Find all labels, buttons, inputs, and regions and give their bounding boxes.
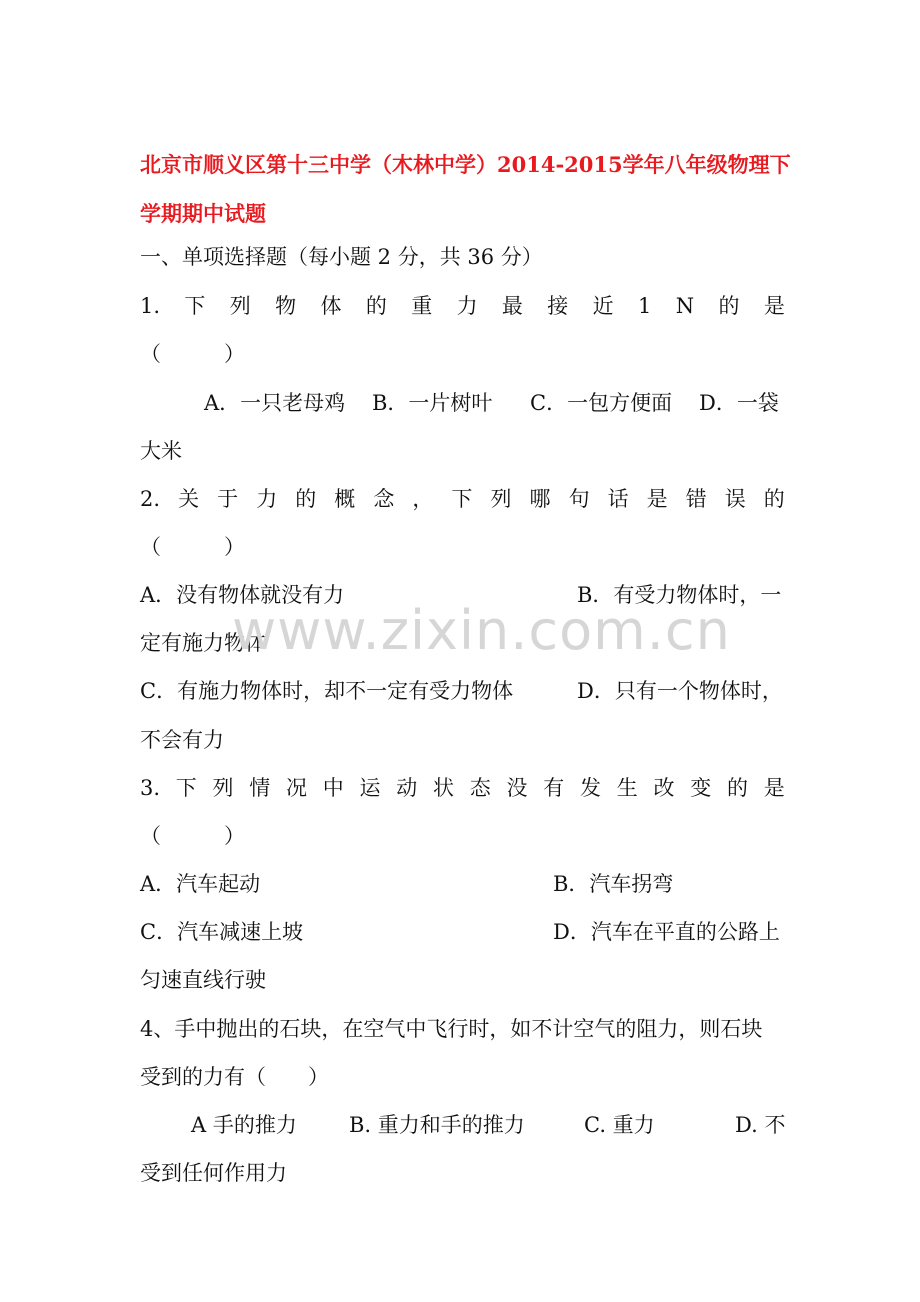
question-3-bracket: （ ）	[140, 824, 245, 848]
stem-char: 是	[763, 776, 785, 800]
question-2-stem	[140, 489, 785, 510]
question-2-option-c: C．有施力物体时，却不一定有受力物体	[140, 679, 514, 703]
exam-title-line1: 北京市顺义区第十三中学（木林中学）2014-2015学年八年级物理下	[140, 152, 791, 177]
question-2-option-d: D．只有一个物体时，	[577, 679, 783, 703]
stem-char: 1.	[140, 294, 161, 318]
stem-char: 最	[501, 294, 523, 318]
stem-char: 1	[638, 294, 652, 318]
question-4-option-d-wrap: 受到任何作用力	[140, 1161, 287, 1185]
stem-char: 态	[469, 776, 491, 800]
question-1-option-a: A．一只老母鸡	[204, 391, 346, 415]
stem-char: 况	[286, 776, 308, 800]
stem-char: 错	[685, 487, 707, 511]
question-1-option-d-wrap: 大米	[140, 439, 182, 463]
stem-char: 话	[607, 487, 629, 511]
stem-char: 的	[718, 294, 740, 318]
stem-char: 的	[763, 487, 785, 511]
stem-char: 列	[212, 776, 234, 800]
stem-char: 2.	[140, 487, 161, 511]
question-2-option-b: B．有受力物体时，一	[577, 583, 782, 607]
question-4-stem-line1: 4、手中抛出的石块，在空气中飞行时，如不计空气的阻力，则石块	[140, 1017, 763, 1041]
stem-char: 力	[256, 487, 278, 511]
stem-char: 状	[433, 776, 455, 800]
stem-char: 列	[229, 294, 251, 318]
stem-char: 运	[359, 776, 381, 800]
question-2-option-d-wrap: 不会有力	[140, 728, 224, 752]
question-1-option-b: B．一片树叶	[372, 391, 493, 415]
stem-char: 3.	[140, 776, 161, 800]
stem-char: 的	[365, 294, 387, 318]
stem-char: 误	[724, 487, 746, 511]
question-1-bracket: （ ）	[140, 342, 245, 366]
stem-char: 没	[506, 776, 528, 800]
question-4-option-a: A 手的推力	[191, 1113, 297, 1137]
stem-char: 概	[334, 487, 356, 511]
stem-char: 改	[653, 776, 675, 800]
stem-char: 列	[490, 487, 512, 511]
question-3-option-c: C．汽车减速上坡	[140, 920, 304, 944]
stem-char: N	[675, 294, 695, 318]
question-2-option-b-wrap: 定有施力物体	[140, 631, 266, 655]
question-1-option-d: D．一袋	[699, 391, 779, 415]
question-4-option-b: B. 重力和手的推力	[349, 1113, 525, 1137]
question-2-option-a: A．没有物体就没有力	[140, 583, 345, 607]
question-2-bracket: （ ）	[140, 535, 245, 559]
stem-char: 下	[184, 294, 206, 318]
stem-char: 哪	[529, 487, 551, 511]
stem-char: 关	[178, 487, 200, 511]
stem-char: 情	[249, 776, 271, 800]
question-1-stem	[140, 296, 785, 317]
stem-char: ，	[412, 487, 434, 511]
stem-char: 体	[320, 294, 342, 318]
stem-char: 下	[175, 776, 197, 800]
stem-char: 生	[616, 776, 638, 800]
section-heading: 一、单项选择题（每小题 2 分，共 36 分）	[140, 245, 543, 269]
exam-title-line2: 学期期中试题	[140, 201, 266, 226]
question-3-stem	[140, 778, 785, 799]
question-4-stem-line2: 受到的力有（ ）	[140, 1065, 329, 1089]
question-4-option-c: C. 重力	[584, 1113, 655, 1137]
stem-char: 动	[396, 776, 418, 800]
question-3-option-d: D．汽车在平直的公路上	[553, 920, 780, 944]
question-3-option-a: A．汽车起动	[140, 872, 261, 896]
question-4-option-d: D. 不	[735, 1113, 786, 1137]
stem-char: 是	[763, 294, 785, 318]
stem-char: 中	[322, 776, 344, 800]
question-3-option-d-wrap: 匀速直线行驶	[140, 968, 266, 992]
stem-char: 发	[580, 776, 602, 800]
stem-char: 的	[727, 776, 749, 800]
stem-char: 近	[592, 294, 614, 318]
question-3-option-b: B．汽车拐弯	[553, 872, 674, 896]
stem-char: 于	[217, 487, 239, 511]
stem-char: 的	[295, 487, 317, 511]
stem-char: 念	[373, 487, 395, 511]
stem-char: 有	[543, 776, 565, 800]
watermark-text: www.zixin.com.cn	[232, 599, 731, 662]
stem-char: 接	[547, 294, 569, 318]
stem-char: 力	[456, 294, 478, 318]
stem-char: 句	[568, 487, 590, 511]
stem-char: 变	[690, 776, 712, 800]
stem-char: 物	[275, 294, 297, 318]
stem-char: 下	[451, 487, 473, 511]
stem-char: 是	[646, 487, 668, 511]
question-1-option-c: C．一包方便面	[530, 391, 673, 415]
stem-char: 重	[411, 294, 433, 318]
